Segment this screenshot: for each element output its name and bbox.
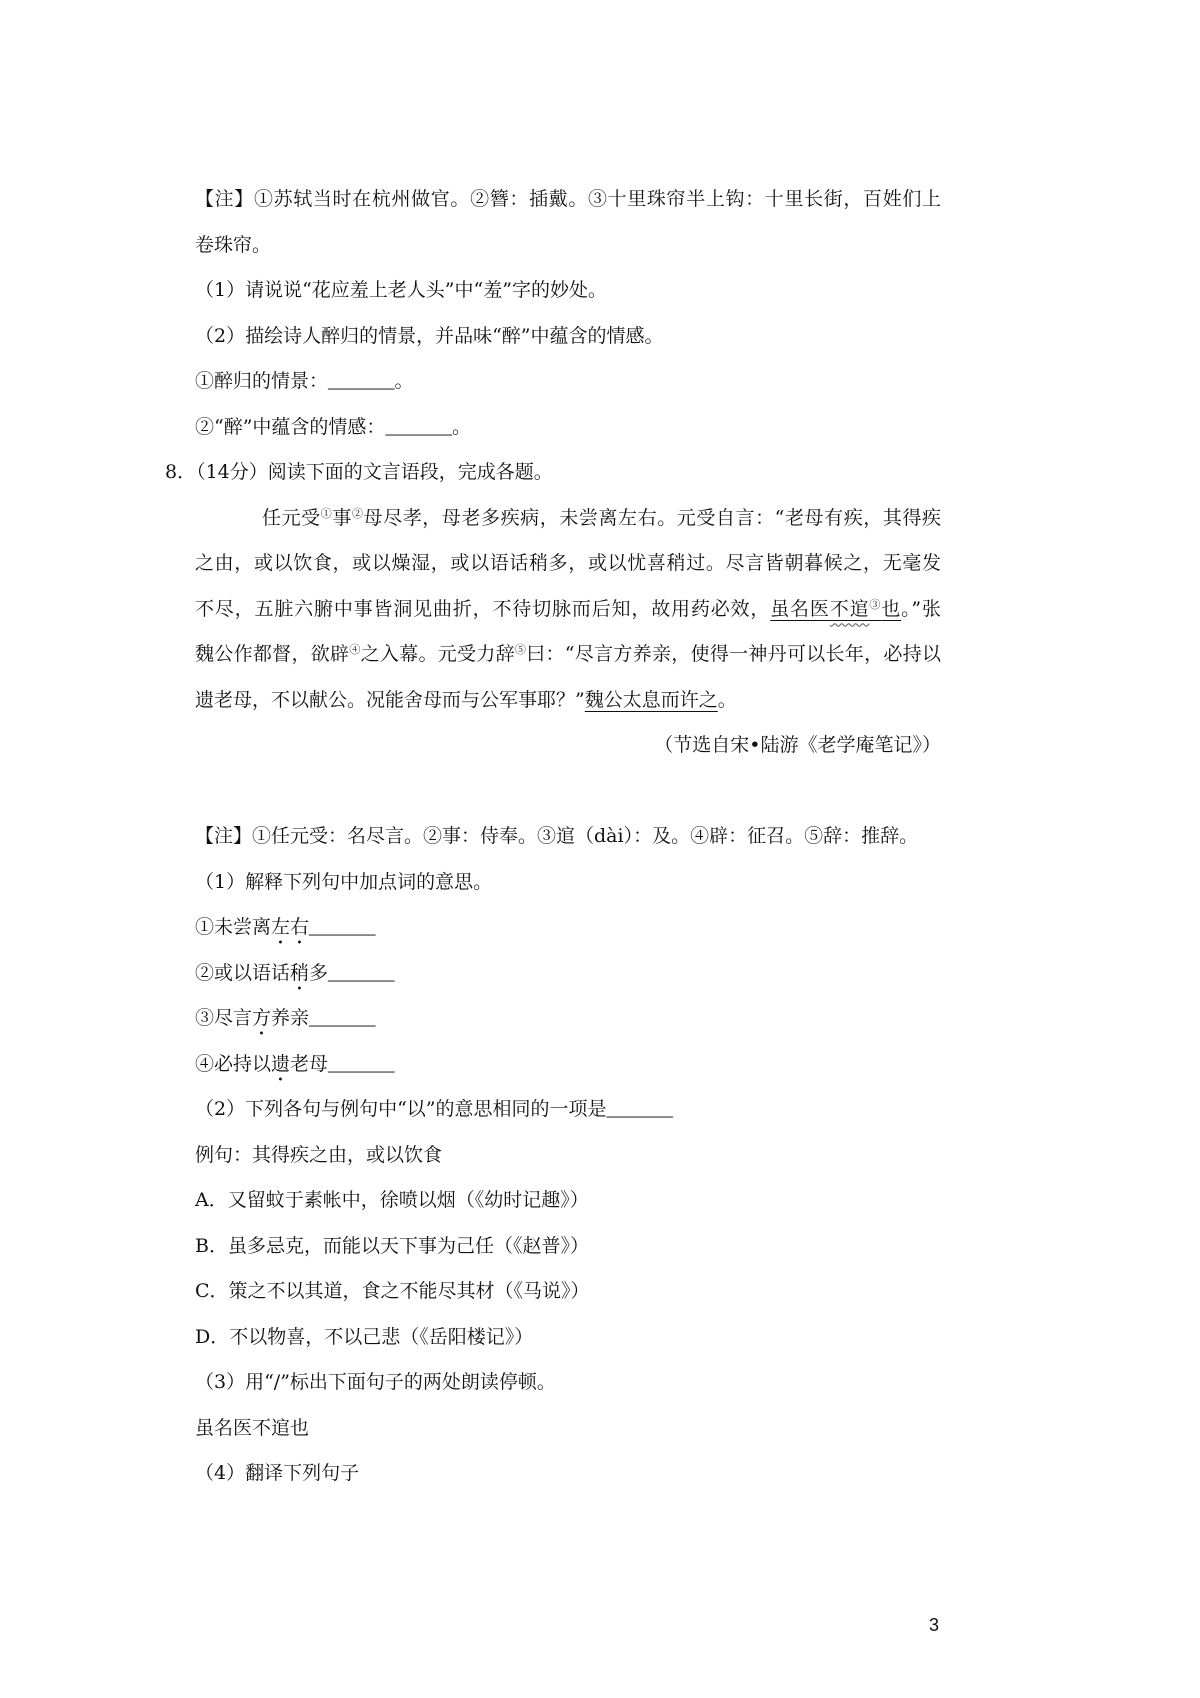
- footnote-marker: ④: [349, 643, 361, 656]
- poem-question-1: （1）请说说“花应羞上老人头”中“羞”字的妙处。: [195, 279, 607, 301]
- option-text: 不以物喜，不以己悲（《岳阳楼记》）: [229, 1325, 534, 1348]
- sub-question-3-prompt: （3）用“/”标出下面句子的两处朗读停顿。: [195, 1371, 556, 1393]
- question-8-heading: 8．（14分）阅读下面的文言语段，完成各题。: [165, 461, 553, 483]
- underlined-sentence: 魏公太息而许之: [584, 688, 718, 711]
- passage-line-3: [195, 587, 941, 633]
- answer-blank: _______: [309, 1008, 376, 1029]
- passage-text: 不逭: [829, 597, 870, 620]
- example-sentence: 例句：其得疾之由，或以饮食: [195, 1143, 443, 1166]
- passage-text: 虽名医: [770, 597, 830, 620]
- option-label: D．: [195, 1325, 230, 1348]
- dotted-word: 方: [252, 1007, 272, 1029]
- item-text: ③尽言: [195, 1007, 253, 1029]
- passage-text: 。”张: [901, 597, 941, 620]
- footnote-marker: ②: [351, 506, 364, 520]
- option-text: 虽多忌克，而能以天下事为己任（《赵普》）: [227, 1234, 589, 1257]
- blank-spacer: [195, 769, 941, 815]
- option-b: [195, 1224, 941, 1270]
- poem-note-line-1: 【注】①苏轼当时在杭州做官。②簪：插戴。③十里珠帘半上钩：十里长街，百姓们上: [195, 188, 941, 210]
- item-text: 老母: [290, 1052, 329, 1075]
- passage-line-4: [195, 632, 941, 678]
- underlined-sentence: [770, 598, 901, 620]
- item-text: 多: [309, 961, 329, 984]
- passage-text: 事: [332, 506, 352, 529]
- footnote-marker: ③: [869, 597, 882, 611]
- item-text: 养亲: [271, 1007, 310, 1029]
- sub-question-1-item: [195, 996, 941, 1042]
- passage-line-1: [195, 496, 941, 542]
- passage-line-2: 之由，或以饮食，或以燥湿，或以语话稍多，或以忧喜稍过。尽言皆朝暮候之，无毫发: [195, 552, 941, 574]
- answer-blank: _______: [309, 917, 376, 938]
- option-text: 又留蚊于素帐中，徐喷以烟（《幼时记趣》）: [227, 1189, 589, 1211]
- sub-question-1-item: [195, 905, 941, 951]
- passage-note: 【注】①任元受：名尽言。②事：侍奉。③逭（dài）：及。④辟：征召。⑤辞：推辞。: [195, 825, 919, 847]
- passage-text: 母尽孝，母老多疾病，未尝离左右。元受自言：“老母有疾，其得疾: [363, 506, 942, 529]
- footnote-marker: ⑤: [514, 643, 527, 656]
- option-a: [195, 1178, 941, 1224]
- passage-text: 任元受: [262, 506, 321, 529]
- sub-question-1-prompt: （1）解释下列句中加点词的意思。: [195, 870, 493, 893]
- item-text: ②或以语话: [195, 961, 291, 984]
- answer-blank: _______: [328, 1053, 395, 1075]
- sub-question-1-item: [195, 1042, 941, 1088]
- option-c: [195, 1269, 941, 1315]
- sub-question-4-prompt: （4）翻译下列句子: [195, 1462, 360, 1484]
- sub-question-1-item: [195, 951, 941, 997]
- sub-question-3-sentence: 虽名医不逭也: [195, 1416, 310, 1439]
- option-d: [195, 1315, 941, 1361]
- passage-text: 。: [717, 688, 737, 711]
- question-text: ①醉归的情景：: [195, 370, 329, 392]
- page-number: 3: [929, 1615, 940, 1635]
- poem-note-line-2: 卷珠帘。: [195, 233, 272, 256]
- answer-blank: _______: [328, 962, 395, 984]
- option-label: B．: [195, 1234, 228, 1257]
- question-text: ②“醉”中蕴含的情感：: [195, 415, 386, 438]
- question-text: 。: [394, 370, 414, 392]
- dotted-word: 稍: [290, 961, 310, 984]
- sub-question-2-prompt: [195, 1087, 941, 1133]
- poem-question-2-part-1: [195, 359, 941, 405]
- passage-line-5: [195, 678, 941, 724]
- dotted-word: 左右: [271, 916, 310, 938]
- answer-blank: _______: [385, 416, 452, 438]
- dotted-word: 遗: [271, 1052, 291, 1075]
- passage-text: 也: [881, 597, 902, 620]
- option-text: 策之不以其道，食之不能尽其材（《马说》）: [228, 1280, 590, 1302]
- footnote-marker: ①: [320, 506, 333, 520]
- poem-question-2-part-2: [195, 405, 941, 451]
- passage-text: 之入幕。元受力辞: [360, 643, 515, 665]
- question-text: 。: [451, 415, 471, 438]
- passage-text: 遗老母，不以献公。况能舍母而与公军事耶？”: [195, 688, 585, 711]
- answer-blank: _______: [328, 371, 395, 392]
- option-label: A．: [195, 1189, 228, 1211]
- passage-text: 不尽，五脏六腑中事皆洞见曲折，不待切脉而后知，故用药必效，: [195, 597, 771, 620]
- option-label: C．: [195, 1280, 229, 1302]
- answer-blank: _______: [606, 1099, 674, 1120]
- passage-source: （节选自宋•陆游《老学庵笔记》）: [654, 734, 941, 756]
- page-content: [165, 177, 942, 1497]
- passage-text: 曰：“尽言方养亲，使得一神丹可以长年，必持以: [526, 643, 941, 665]
- item-text: ①未尝离: [195, 916, 272, 938]
- poem-question-2: （2）描绘诗人醉归的情景，并品味“醉”中蕴含的情感。: [195, 324, 664, 347]
- passage-text: 魏公作都督，欲辟: [195, 643, 350, 665]
- question-text: （2）下列各句与例句中“以”的意思相同的一项是: [195, 1098, 607, 1120]
- item-text: ④必持以: [195, 1052, 272, 1075]
